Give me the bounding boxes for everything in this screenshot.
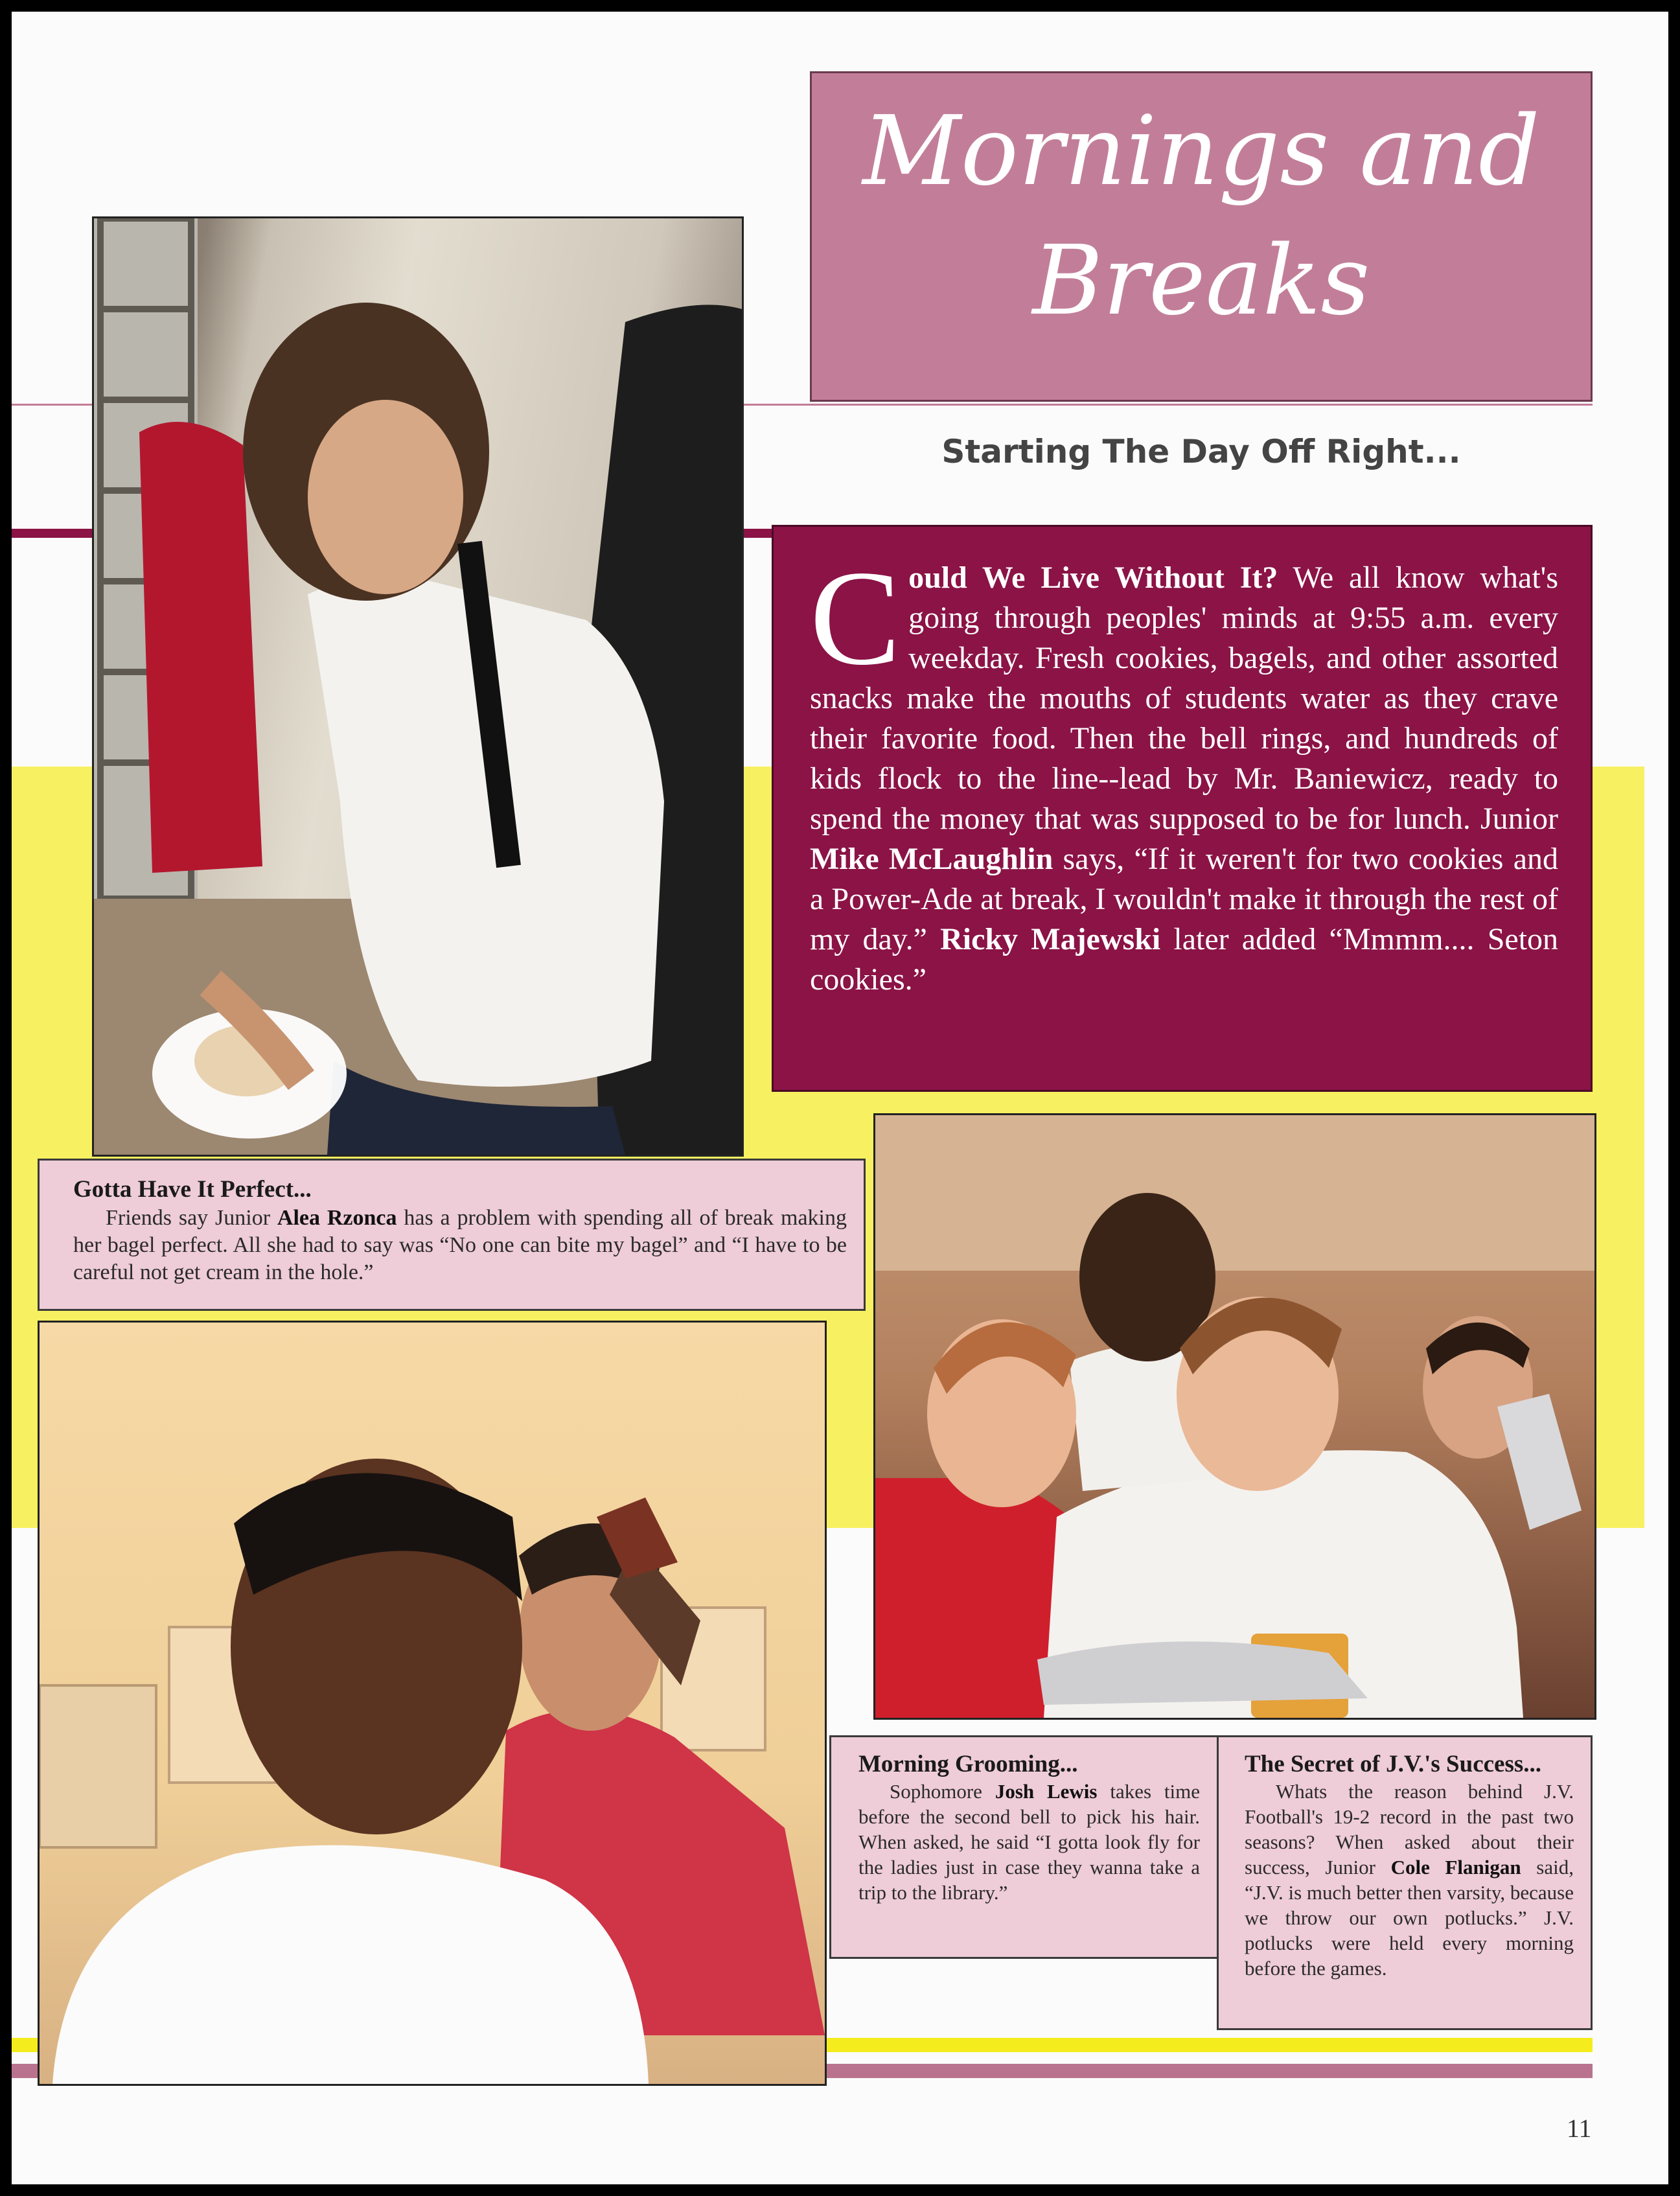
title-box [810,71,1593,402]
photo-hair-pick-student [38,1321,827,2086]
caption-name-cole: Cole Flanigan [1390,1856,1521,1878]
page-title-line1: Mornings and [862,95,1540,207]
caption-text-perfect-1: Friends say Junior [106,1206,277,1230]
caption-title-secret: The Secret of J.V.'s Success... [1245,1751,1542,1777]
feature-story-box [772,525,1593,1092]
feature-name-mike: Mike McLaughlin [810,842,1053,876]
photo-jv-group-art [875,1115,1594,1718]
page-number: 11 [1567,2114,1592,2143]
caption-text-grooming-2: takes time before the second bell to pick his hair. When asked, he said “I gotta look fly for the ladies just in case they wanna take a trip to the library.” [858,1780,1201,1904]
caption-name-alea: Alea Rzonca [277,1206,397,1230]
photo-jv-group [873,1113,1596,1720]
caption-gotta-have-it-perfect [38,1159,866,1311]
caption-body-secret [1245,1779,1574,1981]
caption-jv-secret [1217,1735,1593,2030]
photo-bagel-student [92,216,744,1157]
yearbook-page [12,12,1668,2184]
feature-name-ricky: Ricky Majewski [940,922,1161,956]
drop-cap: C [810,543,901,693]
photo-hair-pick-art [40,1323,825,2084]
feature-text-1: We all know what's going through peoples' minds at 9:55 a.m. every weekday. Fresh cookies, bagels, and other assorted snacks make the mouths of students water as they crave their favorite food. Then the bell rings, and hundreds of kids flock to the line--lead by Mr. Baniewicz, ready to spend the money that was supposed to be for lunch. Junior [810,561,1559,836]
caption-text-secret-2: said, “J.V. is much better then varsity, because we throw our own potlucks.” J.V. potlucks were held every morning before the games. [1245,1856,1574,1980]
caption-text-grooming-1: Sophomore [890,1780,995,1803]
page-title [812,73,1591,345]
feature-text-3: later added “Mmmm.... Seton cookies.” [810,922,1559,997]
feature-heading: ould We Live Without It? [908,561,1278,595]
caption-text-secret-1: Whats the reason behind J.V. Football's 19-2 record in the past two seasons? When asked about their success, Junior [1245,1780,1574,1878]
caption-title-perfect: Gotta Have It Perfect... [73,1176,312,1203]
feature-text-2: says, “If it weren't for two cookies and a Power-Ade at break, I wouldn't make it through the rest of my day.” [810,842,1559,956]
caption-morning-grooming [829,1735,1221,1959]
caption-body-grooming [858,1779,1200,1905]
caption-title-grooming: Morning Grooming... [858,1751,1078,1777]
caption-name-josh: Josh Lewis [995,1780,1098,1803]
page-subtitle: Starting The Day Off Right... [941,433,1461,470]
photo-bagel-art [94,218,742,1155]
caption-body-perfect [73,1205,847,1286]
page-title-line2: Breaks [1032,225,1370,336]
caption-text-perfect-2: has a problem with spending all of break making her bagel perfect. All she had to say was “No one can bite my bagel” and “I have to be careful not get cream in the hole.” [73,1206,847,1284]
